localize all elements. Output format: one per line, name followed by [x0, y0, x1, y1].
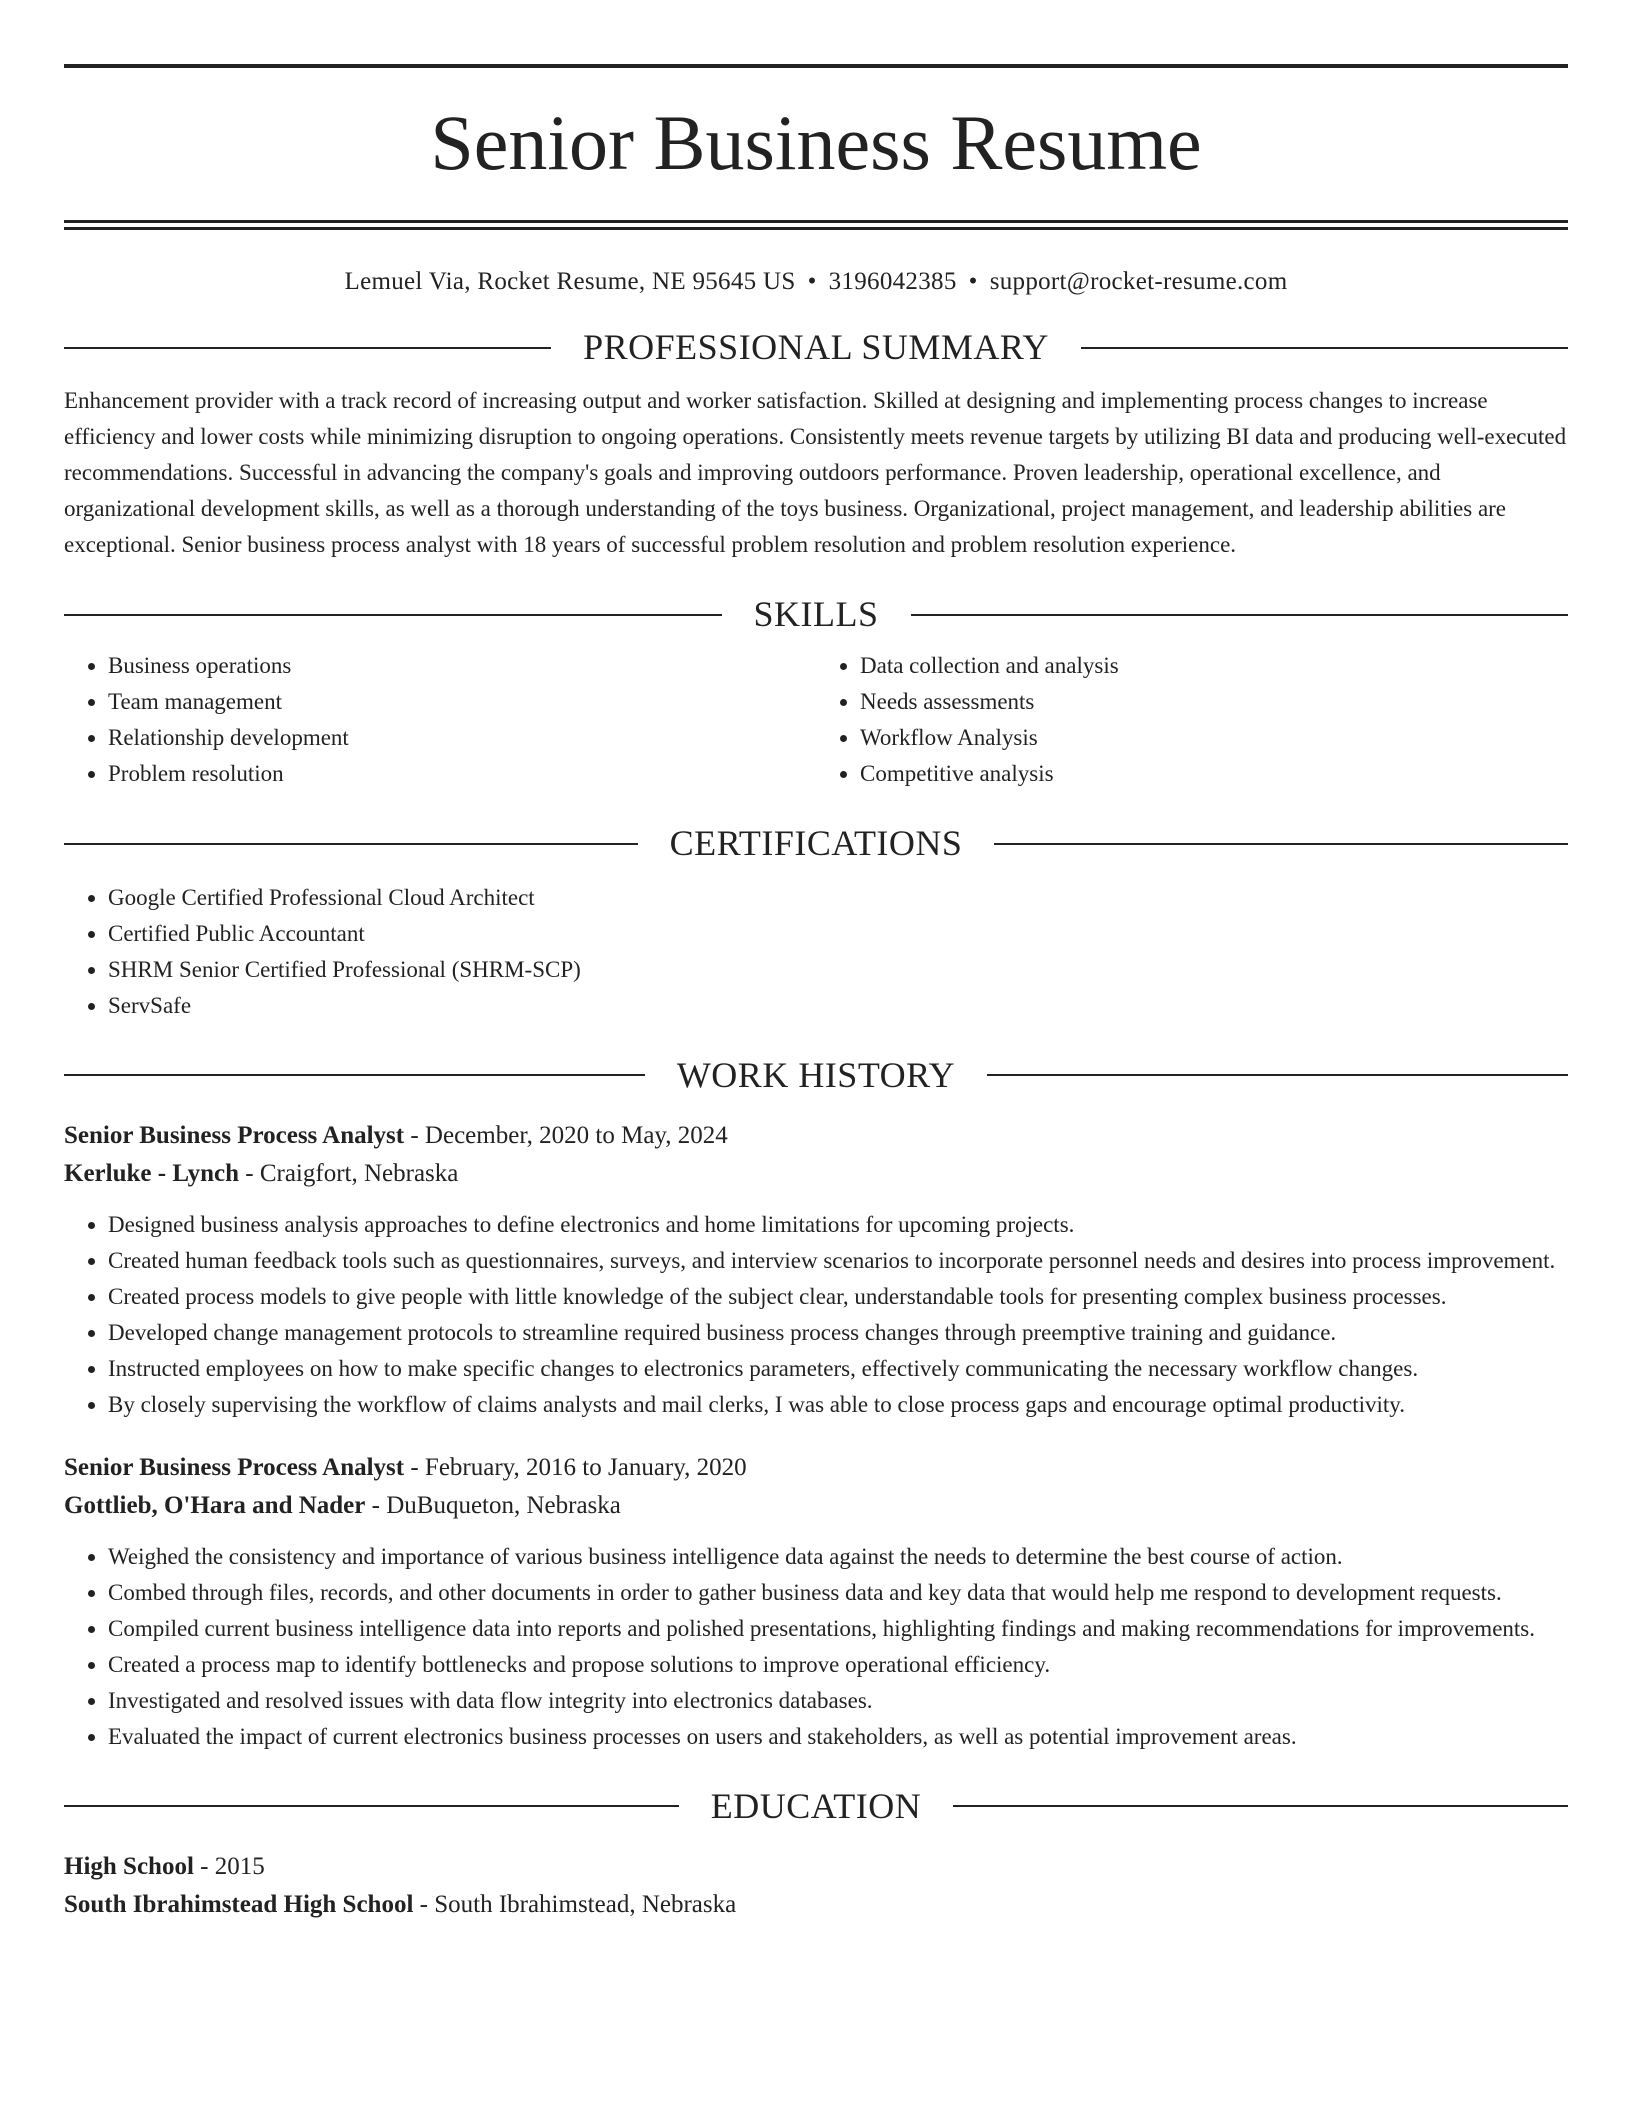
- resume-page: [64, 64, 1568, 1924]
- certification-item: • SHRM Senior Certified Professional (SHRM-SCP): [108, 952, 1568, 988]
- skill-item: • Competitive analysis: [860, 756, 1568, 792]
- contact-email: support@rocket-resume.com: [989, 268, 1288, 295]
- work-heading: [64, 1054, 1568, 1097]
- job-company: Gottlieb, O'Hara and Nader: [64, 1491, 366, 1519]
- summary-heading: [64, 326, 1568, 369]
- job-bullet: • Created human feedback tools such as questionnaires, surveys, and interview scenarios to incorporate personnel needs and desires into process improvement.: [108, 1243, 1568, 1279]
- job-bullet: • Compiled current business intelligence data into reports and polished presentations, highlighting findings and making recommendations for improvements.: [108, 1611, 1568, 1647]
- job-title-line: [64, 1117, 1568, 1155]
- job-bullet: • Weighed the consistency and importance of various business intelligence data against the needs to determine the best course of action.: [108, 1539, 1568, 1575]
- job-title-line: [64, 1449, 1568, 1487]
- resume-title: Senior Business Resume: [430, 99, 1202, 186]
- summary-heading-text: PROFESSIONAL SUMMARY: [583, 327, 1049, 367]
- contact-separator: •: [968, 268, 978, 295]
- job-company-line: [64, 1155, 1568, 1193]
- job-bullet: • Created process models to give people with little knowledge of the subject clear, understandable tools for presenting complex business processes.: [108, 1279, 1568, 1315]
- job-title: Senior Business Process Analyst: [64, 1453, 405, 1481]
- skill-item: • Relationship development: [108, 720, 816, 756]
- skills-list: [64, 648, 1568, 792]
- education-degree-line: [64, 1848, 1568, 1886]
- skill-item: • Problem resolution: [108, 756, 816, 792]
- skills-heading-text: SKILLS: [753, 594, 879, 635]
- certification-item: • ServSafe: [108, 988, 1568, 1024]
- skill-item: • Team management: [108, 684, 816, 720]
- job-bullet: • Developed change management protocols to streamline required business process changes through preemptive training and guidance.: [108, 1315, 1568, 1351]
- certifications-heading-text: CERTIFICATIONS: [669, 823, 963, 864]
- skills-column-left: [64, 648, 816, 792]
- work-history: [64, 1117, 1568, 1755]
- skill-item: • Business operations: [108, 648, 816, 684]
- heading-rule-right: [994, 843, 1568, 845]
- education-location: - South Ibrahimstead, Nebraska: [413, 1890, 737, 1918]
- heading-rule-left: [64, 614, 722, 616]
- education-heading: [64, 1785, 1568, 1828]
- certification-item: • Certified Public Accountant: [108, 916, 1568, 952]
- job-bullet: • Combed through files, records, and other documents in order to gather business data and key data that would help me respond to development requests.: [108, 1575, 1568, 1611]
- job-bullet: • By closely supervising the workflow of claims analysts and mail clerks, I was able to close process gaps and encourage optimal productivity.: [108, 1387, 1568, 1423]
- contact-phone: 3196042385: [828, 268, 957, 295]
- job-location: - Craigfort, Nebraska: [239, 1159, 459, 1187]
- job-bullets: [64, 1207, 1568, 1423]
- skill-item: • Data collection and analysis: [860, 648, 1568, 684]
- job-company: Kerluke - Lynch: [64, 1159, 240, 1187]
- heading-rule-right: [987, 1074, 1568, 1076]
- job-company-line: [64, 1487, 1568, 1525]
- certifications-heading: [64, 822, 1568, 865]
- contact-separator: •: [807, 268, 817, 295]
- education-school: South Ibrahimstead High School: [64, 1890, 414, 1918]
- job-bullet: • Designed business analysis approaches to define electronics and home limitations for upcoming projects.: [108, 1207, 1568, 1243]
- education-school-line: [64, 1886, 1568, 1924]
- work-heading-text: WORK HISTORY: [676, 1054, 956, 1095]
- education-heading-text: EDUCATION: [710, 1785, 922, 1826]
- skills-heading: [64, 593, 1568, 636]
- skill-item: • Workflow Analysis: [860, 720, 1568, 756]
- summary-text: Enhancement provider with a track record of increasing output and worker satisfaction. Skilled at designing and implementing process changes to increase efficiency and lower costs while minimizing disruption to ongoing operations. Consistently meets revenue targets by utilizing BI data and producing well-executed recommendations. Successful in advancing the company's goals and improving outdoors performance. Proven leadership, operational excellence, and organizational development skills, as well as a thorough understanding of the toys business. Organizational, project management, and leadership abilities are exceptional. Senior business process analyst with 18 years of successful problem resolution and problem resolution experience.: [64, 388, 1567, 558]
- job-bullet: • Instructed employees on how to make specific changes to electronics parameters, effectively communicating the necessary workflow changes.: [108, 1351, 1568, 1387]
- job-dates: - December, 2020 to May, 2024: [404, 1121, 728, 1149]
- heading-rule-left: [64, 843, 638, 845]
- job-bullet: • Created a process map to identify bottlenecks and propose solutions to improve operational efficiency.: [108, 1647, 1568, 1683]
- job-bullet: • Investigated and resolved issues with data flow integrity into electronics databases.: [108, 1683, 1568, 1719]
- heading-rule-right: [911, 614, 1569, 616]
- job-bullets: [64, 1539, 1568, 1755]
- title-double-rule: [64, 220, 1568, 230]
- job-entry: [64, 1117, 1568, 1423]
- contact-address: Lemuel Via, Rocket Resume, NE 95645 US: [344, 268, 796, 295]
- certifications-list: [64, 880, 1568, 1024]
- job-title: Senior Business Process Analyst: [64, 1121, 405, 1149]
- education-entry: [64, 1848, 1568, 1924]
- heading-rule-left: [64, 1074, 645, 1076]
- heading-rule-left: [64, 347, 551, 349]
- certification-item: • Google Certified Professional Cloud Architect: [108, 880, 1568, 916]
- contact-line: [64, 268, 1568, 296]
- job-entry: [64, 1449, 1568, 1755]
- job-dates: - February, 2016 to January, 2020: [404, 1453, 747, 1481]
- skill-item: • Needs assessments: [860, 684, 1568, 720]
- education-year: - 2015: [193, 1852, 265, 1880]
- heading-rule-right: [1081, 347, 1568, 349]
- skills-column-right: [816, 648, 1568, 792]
- heading-rule-right: [953, 1805, 1568, 1807]
- job-bullet: • Evaluated the impact of current electronics business processes on users and stakeholders, as well as potential improvement areas.: [108, 1719, 1568, 1755]
- job-location: - DuBuqueton, Nebraska: [365, 1491, 621, 1519]
- heading-rule-left: [64, 1805, 679, 1807]
- education-degree: High School: [64, 1852, 194, 1880]
